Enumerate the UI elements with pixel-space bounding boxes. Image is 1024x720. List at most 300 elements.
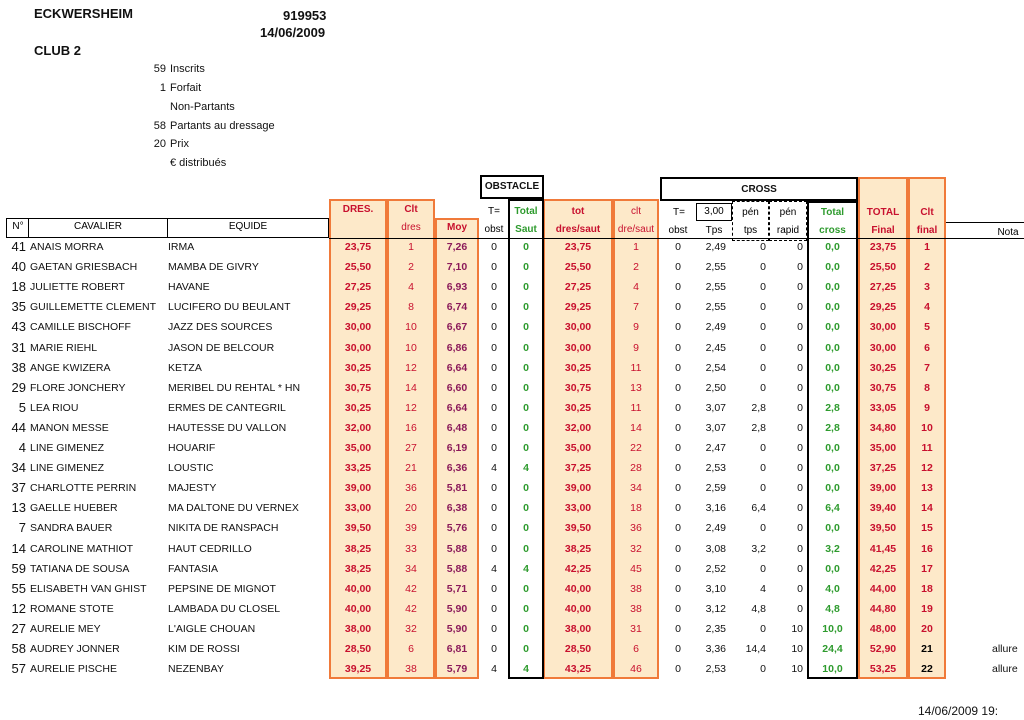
total-dres-jump: 30,75 bbox=[564, 381, 592, 394]
total-cross: 0,0 bbox=[825, 562, 840, 575]
time-penalty: 0 bbox=[760, 301, 766, 314]
table-row bbox=[0, 238, 1024, 258]
table-row bbox=[0, 318, 1024, 338]
obstacle-faults: 0 bbox=[491, 401, 497, 414]
horse-name: FANTASIA bbox=[168, 562, 218, 575]
average: 6,48 bbox=[446, 421, 468, 434]
cross-time: 3,07 bbox=[705, 401, 726, 414]
obstacle-faults: 0 bbox=[491, 381, 497, 394]
table-row bbox=[0, 278, 1024, 298]
table-row bbox=[0, 339, 1024, 359]
total-cross: 0,0 bbox=[825, 241, 840, 253]
rider-name: GAELLE HUEBER bbox=[30, 502, 118, 515]
cross-obst: 0 bbox=[675, 442, 681, 454]
col-tot-ds-2: dres/saut bbox=[555, 224, 601, 235]
final-rank: 14 bbox=[921, 502, 933, 515]
speed-penalty: 0 bbox=[797, 462, 803, 475]
horse-name: KIM DE ROSSI bbox=[168, 643, 240, 655]
cross-obst: 0 bbox=[675, 261, 681, 274]
print-timestamp: 14/06/2009 19: bbox=[918, 704, 999, 718]
total-jump: 0 bbox=[523, 381, 529, 394]
rider-number: 31 bbox=[11, 339, 26, 355]
speed-penalty: 0 bbox=[797, 502, 803, 515]
cross-time: 2,55 bbox=[705, 261, 726, 274]
col-total-final-2: Final bbox=[871, 225, 895, 236]
total-jump: 0 bbox=[523, 281, 529, 294]
time-penalty: 0 bbox=[760, 562, 766, 575]
rider-name: AURELIE PISCHE bbox=[30, 663, 117, 676]
total-final: 30,25 bbox=[869, 361, 897, 374]
total-cross: 10,0 bbox=[822, 663, 843, 676]
average: 6,19 bbox=[446, 442, 468, 454]
average: 5,76 bbox=[446, 522, 468, 535]
rank-dres-jump: 45 bbox=[630, 562, 642, 575]
nota-line bbox=[946, 222, 1024, 223]
average: 7,10 bbox=[446, 261, 468, 274]
rider-number: 5 bbox=[18, 399, 26, 415]
dressage-rank: 14 bbox=[405, 381, 417, 394]
table-row bbox=[0, 419, 1024, 439]
speed-penalty: 10 bbox=[791, 663, 803, 676]
rider-name: LINE GIMENEZ bbox=[30, 462, 105, 475]
dressage-rank: 12 bbox=[405, 361, 417, 374]
col-dres: DRES. bbox=[342, 204, 374, 215]
final-rank: 7 bbox=[924, 361, 930, 374]
total-dres-jump: 30,00 bbox=[564, 321, 592, 334]
dressage-score: 27,25 bbox=[344, 281, 372, 294]
horse-name: LOUSTIC bbox=[168, 462, 214, 475]
cross-obst: 0 bbox=[675, 421, 681, 434]
rider-number: 58 bbox=[11, 641, 26, 656]
cross-obst: 0 bbox=[675, 301, 681, 314]
rider-number: 40 bbox=[11, 259, 26, 275]
total-dres-jump: 40,00 bbox=[564, 582, 592, 595]
total-cross: 4,8 bbox=[825, 602, 840, 615]
event-date: 14/06/2009 bbox=[260, 25, 326, 40]
rank-dres-jump: 1 bbox=[633, 241, 639, 253]
cross-obst: 0 bbox=[675, 341, 681, 354]
rider-name: TATIANA DE SOUSA bbox=[30, 562, 130, 575]
dressage-rank: 4 bbox=[408, 281, 414, 294]
table-row bbox=[0, 258, 1024, 278]
dressage-score: 38,25 bbox=[344, 542, 372, 555]
rider-name: ANAIS MORRA bbox=[30, 241, 104, 253]
horse-name: HAVANE bbox=[168, 281, 210, 294]
horse-name: L'AIGLE CHOUAN bbox=[168, 622, 256, 635]
rider-number: 35 bbox=[11, 299, 26, 315]
note: allure bbox=[992, 663, 1018, 676]
total-dres-jump: 29,25 bbox=[564, 301, 592, 314]
dressage-score: 39,25 bbox=[344, 663, 372, 676]
average: 5,81 bbox=[446, 482, 468, 495]
average: 6,38 bbox=[446, 502, 468, 515]
horse-name: NIKITA DE RANSPACH bbox=[168, 522, 279, 535]
average: 5,71 bbox=[446, 582, 468, 595]
total-final: 30,00 bbox=[869, 341, 897, 354]
dressage-score: 40,00 bbox=[344, 582, 372, 595]
average: 6,86 bbox=[446, 341, 468, 354]
cross-obst: 0 bbox=[675, 522, 681, 535]
obstacle-faults: 0 bbox=[491, 582, 497, 595]
horse-name: MAJESTY bbox=[168, 482, 217, 495]
rider-number: 38 bbox=[11, 359, 26, 375]
rank-dres-jump: 31 bbox=[630, 622, 642, 635]
total-cross: 0,0 bbox=[825, 301, 840, 314]
total-cross: 0,0 bbox=[825, 341, 840, 354]
total-dres-jump: 43,25 bbox=[564, 663, 592, 676]
average: 5,88 bbox=[446, 562, 468, 575]
rank-dres-jump: 9 bbox=[633, 341, 639, 354]
total-jump: 0 bbox=[523, 602, 529, 615]
col-t-eq: T= bbox=[488, 206, 500, 217]
total-jump: 4 bbox=[523, 663, 529, 676]
horse-name: KETZA bbox=[168, 361, 202, 374]
rank-dres-jump: 14 bbox=[630, 421, 642, 434]
total-dres-jump: 30,00 bbox=[564, 341, 592, 354]
total-jump: 0 bbox=[523, 341, 529, 354]
rank-dres-jump: 38 bbox=[630, 582, 642, 595]
cross-obst: 0 bbox=[675, 381, 681, 394]
time-penalty: 0 bbox=[760, 663, 766, 676]
rank-dres-jump: 46 bbox=[630, 663, 642, 676]
header-divider bbox=[28, 218, 29, 238]
total-jump: 0 bbox=[523, 542, 529, 555]
total-dres-jump: 39,50 bbox=[564, 522, 592, 535]
note: allure bbox=[992, 643, 1018, 655]
speed-penalty: 0 bbox=[797, 542, 803, 555]
rider-name: CHARLOTTE PERRIN bbox=[30, 482, 137, 495]
total-cross: 0,0 bbox=[825, 381, 840, 394]
time-penalty: 6,4 bbox=[751, 502, 766, 515]
rank-dres-jump: 36 bbox=[630, 522, 642, 535]
total-final: 37,25 bbox=[869, 462, 897, 475]
col-cross: CROSS bbox=[741, 184, 777, 195]
speed-penalty: 0 bbox=[797, 582, 803, 595]
total-jump: 0 bbox=[523, 643, 529, 655]
cross-time: 3,10 bbox=[705, 582, 726, 595]
cross-obst: 0 bbox=[675, 361, 681, 374]
col-cross-t: T= bbox=[673, 207, 685, 218]
col-cross-obst: obst bbox=[668, 225, 688, 236]
rider-name: GAETAN GRIESBACH bbox=[30, 261, 138, 274]
obstacle-faults: 0 bbox=[491, 502, 497, 515]
horse-name: HAUT CEDRILLO bbox=[168, 542, 252, 555]
dressage-rank: 12 bbox=[405, 401, 417, 414]
speed-penalty: 0 bbox=[797, 602, 803, 615]
horse-name: IRMA bbox=[168, 241, 195, 253]
cross-time: 2,49 bbox=[705, 241, 726, 253]
col-pen-tps-1: pén bbox=[742, 207, 759, 218]
cross-time: 2,47 bbox=[705, 442, 726, 454]
cross-time: 2,59 bbox=[705, 482, 726, 495]
time-penalty: 14,4 bbox=[745, 643, 766, 655]
final-rank: 17 bbox=[921, 562, 933, 575]
col-pen-tps-2: tps bbox=[743, 225, 758, 236]
obstacle-faults: 0 bbox=[491, 321, 497, 334]
final-rank: 4 bbox=[924, 301, 930, 314]
total-jump: 0 bbox=[523, 502, 529, 515]
total-final: 41,45 bbox=[869, 542, 897, 555]
obstacle-faults: 0 bbox=[491, 241, 497, 253]
table-row bbox=[0, 660, 1024, 680]
horse-name: ERMES DE CANTEGRIL bbox=[168, 401, 286, 414]
final-rank: 16 bbox=[921, 542, 933, 555]
average: 6,67 bbox=[446, 321, 468, 334]
cross-time: 2,53 bbox=[705, 462, 726, 475]
rider-number: 13 bbox=[11, 500, 26, 516]
speed-penalty: 0 bbox=[797, 381, 803, 394]
total-dres-jump: 32,00 bbox=[564, 421, 592, 434]
col-clt-ds-2: dre/saut bbox=[617, 224, 655, 235]
cross-obst: 0 bbox=[675, 622, 681, 635]
col-obstacle: OBSTACLE bbox=[484, 181, 540, 192]
table-row bbox=[0, 620, 1024, 640]
cross-obst: 0 bbox=[675, 462, 681, 475]
table-row bbox=[0, 298, 1024, 318]
col-pen-rapid-1: pén bbox=[779, 207, 797, 218]
time-penalty: 0 bbox=[760, 241, 766, 253]
cross-time: 2,49 bbox=[705, 522, 726, 535]
final-rank: 11 bbox=[921, 442, 933, 454]
cross-time: 3,16 bbox=[705, 502, 726, 515]
horse-name: MA DALTONE DU VERNEX bbox=[168, 502, 299, 515]
average: 5,88 bbox=[446, 542, 468, 555]
rank-dres-jump: 13 bbox=[630, 381, 642, 394]
time-penalty: 0 bbox=[760, 381, 766, 394]
col-clt-dres-2: dres bbox=[401, 222, 421, 233]
total-dres-jump: 35,00 bbox=[564, 442, 592, 454]
rider-name: SANDRA BAUER bbox=[30, 522, 113, 535]
total-jump: 0 bbox=[523, 582, 529, 595]
total-final: 23,75 bbox=[869, 241, 897, 253]
rider-number: 18 bbox=[11, 279, 26, 295]
speed-penalty: 10 bbox=[791, 643, 803, 655]
rider-name: GUILLEMETTE CLEMENT bbox=[30, 301, 157, 314]
dressage-rank: 10 bbox=[405, 341, 417, 354]
total-cross: 2,8 bbox=[825, 421, 840, 434]
rider-name: LINE GIMENEZ bbox=[30, 442, 105, 454]
dressage-score: 23,75 bbox=[344, 241, 372, 253]
total-cross: 0,0 bbox=[825, 321, 840, 334]
time-penalty: 0 bbox=[760, 482, 766, 495]
total-cross: 0,0 bbox=[825, 361, 840, 374]
rider-number: 44 bbox=[11, 419, 26, 435]
dressage-rank: 1 bbox=[408, 241, 414, 253]
table-row bbox=[0, 580, 1024, 600]
col-no: N° bbox=[12, 221, 24, 232]
total-final: 29,25 bbox=[869, 301, 897, 314]
dressage-rank: 27 bbox=[405, 442, 417, 454]
rider-name: AUDREY JONNER bbox=[30, 643, 120, 655]
rank-dres-jump: 4 bbox=[633, 281, 639, 294]
dressage-rank: 20 bbox=[405, 502, 417, 515]
rider-name: CAROLINE MATHIOT bbox=[30, 542, 134, 555]
total-dres-jump: 30,25 bbox=[564, 361, 592, 374]
total-dres-jump: 28,50 bbox=[564, 643, 592, 655]
final-rank: 13 bbox=[921, 482, 933, 495]
obstacle-faults: 4 bbox=[491, 462, 497, 475]
average: 5,90 bbox=[446, 602, 468, 615]
cross-obst: 0 bbox=[675, 663, 681, 676]
col-total-saut-2: Saut bbox=[515, 224, 537, 235]
time-penalty: 0 bbox=[760, 321, 766, 334]
table-row bbox=[0, 479, 1024, 499]
total-dres-jump: 33,00 bbox=[564, 502, 592, 515]
col-obst: obst bbox=[484, 224, 504, 235]
table-row bbox=[0, 640, 1024, 660]
rider-number: 57 bbox=[11, 661, 26, 677]
category-title: CLUB 2 bbox=[34, 43, 81, 58]
total-final: 42,25 bbox=[869, 562, 897, 575]
total-dres-jump: 23,75 bbox=[564, 241, 592, 253]
final-rank: 12 bbox=[921, 462, 933, 475]
dressage-score: 32,00 bbox=[344, 421, 372, 434]
final-rank: 8 bbox=[924, 381, 930, 394]
final-rank: 22 bbox=[921, 663, 933, 676]
dressage-score: 33,00 bbox=[344, 502, 372, 515]
rider-number: 4 bbox=[18, 440, 26, 455]
total-dres-jump: 39,00 bbox=[564, 482, 592, 495]
horse-name: LUCIFERO DU BEULANT bbox=[168, 301, 291, 314]
total-jump: 0 bbox=[523, 442, 529, 454]
speed-penalty: 0 bbox=[797, 341, 803, 354]
cross-obst: 0 bbox=[675, 502, 681, 515]
table-row bbox=[0, 519, 1024, 539]
rider-number: 37 bbox=[11, 480, 26, 496]
col-cross-t-val: 3,00 bbox=[704, 206, 724, 217]
total-final: 30,00 bbox=[869, 321, 897, 334]
cross-obst: 0 bbox=[675, 643, 681, 655]
speed-penalty: 10 bbox=[791, 622, 803, 635]
rank-dres-jump: 2 bbox=[633, 261, 639, 274]
cross-time: 2,53 bbox=[705, 663, 726, 676]
rider-number: 59 bbox=[11, 560, 26, 576]
cross-obst: 0 bbox=[675, 401, 681, 414]
speed-penalty: 0 bbox=[797, 281, 803, 294]
cross-time: 3,07 bbox=[705, 421, 726, 434]
dressage-rank: 38 bbox=[405, 663, 417, 676]
cross-time: 2,52 bbox=[705, 562, 726, 575]
rank-dres-jump: 28 bbox=[630, 462, 642, 475]
average: 6,93 bbox=[446, 281, 468, 294]
rider-number: 55 bbox=[11, 580, 26, 596]
total-final: 48,00 bbox=[869, 622, 897, 635]
dressage-rank: 33 bbox=[405, 542, 417, 555]
obstacle-faults: 0 bbox=[491, 442, 497, 454]
table-row bbox=[0, 459, 1024, 479]
dressage-rank: 2 bbox=[408, 261, 414, 274]
total-cross: 0,0 bbox=[825, 522, 840, 535]
col-cavalier: CAVALIER bbox=[74, 221, 122, 232]
total-jump: 0 bbox=[523, 482, 529, 495]
table-row bbox=[0, 560, 1024, 580]
average: 5,79 bbox=[446, 663, 468, 676]
time-penalty: 0 bbox=[760, 442, 766, 454]
cross-obst: 0 bbox=[675, 562, 681, 575]
total-cross: 6,4 bbox=[825, 502, 840, 515]
time-penalty: 2,8 bbox=[751, 421, 766, 434]
total-jump: 0 bbox=[523, 361, 529, 374]
final-rank: 15 bbox=[921, 522, 933, 535]
rider-name: ROMANE STOTE bbox=[30, 602, 114, 615]
rider-number: 34 bbox=[11, 460, 26, 476]
time-penalty: 4 bbox=[760, 582, 766, 595]
average: 6,81 bbox=[446, 643, 468, 655]
dressage-score: 30,25 bbox=[344, 361, 372, 374]
average: 5,90 bbox=[446, 622, 468, 635]
total-cross: 0,0 bbox=[825, 462, 840, 475]
total-jump: 4 bbox=[523, 562, 529, 575]
average: 6,64 bbox=[446, 401, 468, 414]
dressage-score: 30,00 bbox=[344, 321, 372, 334]
total-final: 34,80 bbox=[869, 421, 897, 434]
horse-name: HAUTESSE DU VALLON bbox=[168, 421, 287, 434]
obstacle-faults: 0 bbox=[491, 301, 497, 314]
dressage-rank: 32 bbox=[405, 622, 417, 635]
final-rank: 21 bbox=[921, 643, 933, 655]
rank-dres-jump: 32 bbox=[630, 542, 642, 555]
time-penalty: 0 bbox=[760, 462, 766, 475]
rank-dres-jump: 11 bbox=[630, 361, 642, 374]
col-cross-tps: Tps bbox=[705, 225, 723, 236]
table-row bbox=[0, 600, 1024, 620]
cross-obst: 0 bbox=[675, 602, 681, 615]
dressage-score: 30,00 bbox=[344, 341, 372, 354]
total-cross: 3,2 bbox=[825, 542, 840, 555]
rider-name: AURELIE MEY bbox=[30, 622, 101, 635]
total-cross: 24,4 bbox=[822, 643, 843, 655]
horse-name: JAZZ DES SOURCES bbox=[168, 321, 273, 334]
cross-time: 2,55 bbox=[705, 301, 726, 314]
dressage-score: 40,00 bbox=[344, 602, 372, 615]
cross-obst: 0 bbox=[675, 321, 681, 334]
total-dres-jump: 42,25 bbox=[564, 562, 592, 575]
col-clt-ds-1: clt bbox=[631, 206, 641, 217]
dressage-score: 33,25 bbox=[344, 462, 372, 475]
dressage-score: 39,50 bbox=[344, 522, 372, 535]
time-penalty: 0 bbox=[760, 361, 766, 374]
total-cross: 4,0 bbox=[825, 582, 840, 595]
rider-name: CAMILLE BISCHOFF bbox=[30, 321, 131, 334]
col-pen-rapid-2: rapid bbox=[776, 225, 800, 236]
dressage-rank: 42 bbox=[405, 602, 417, 615]
speed-penalty: 0 bbox=[797, 261, 803, 274]
obstacle-faults: 0 bbox=[491, 522, 497, 535]
total-jump: 0 bbox=[523, 241, 529, 253]
cross-obst: 0 bbox=[675, 542, 681, 555]
dressage-rank: 39 bbox=[405, 522, 417, 535]
cross-time: 2,54 bbox=[705, 361, 726, 374]
obstacle-faults: 0 bbox=[491, 622, 497, 635]
cross-time: 2,35 bbox=[705, 622, 726, 635]
dressage-score: 29,25 bbox=[344, 301, 372, 314]
speed-penalty: 0 bbox=[797, 482, 803, 495]
cross-time: 2,50 bbox=[705, 381, 726, 394]
total-dres-jump: 38,00 bbox=[564, 622, 592, 635]
time-penalty: 4,8 bbox=[751, 602, 766, 615]
total-dres-jump: 38,25 bbox=[564, 542, 592, 555]
final-rank: 3 bbox=[924, 281, 930, 294]
location-title: ECKWERSHEIM bbox=[34, 6, 133, 21]
total-cross: 0,0 bbox=[825, 281, 840, 294]
dressage-rank: 34 bbox=[405, 562, 417, 575]
col-equide: EQUIDE bbox=[228, 221, 268, 232]
time-penalty: 0 bbox=[760, 522, 766, 535]
speed-penalty: 0 bbox=[797, 522, 803, 535]
total-final: 25,50 bbox=[869, 261, 897, 274]
cross-obst: 0 bbox=[675, 241, 681, 253]
time-penalty: 0 bbox=[760, 341, 766, 354]
